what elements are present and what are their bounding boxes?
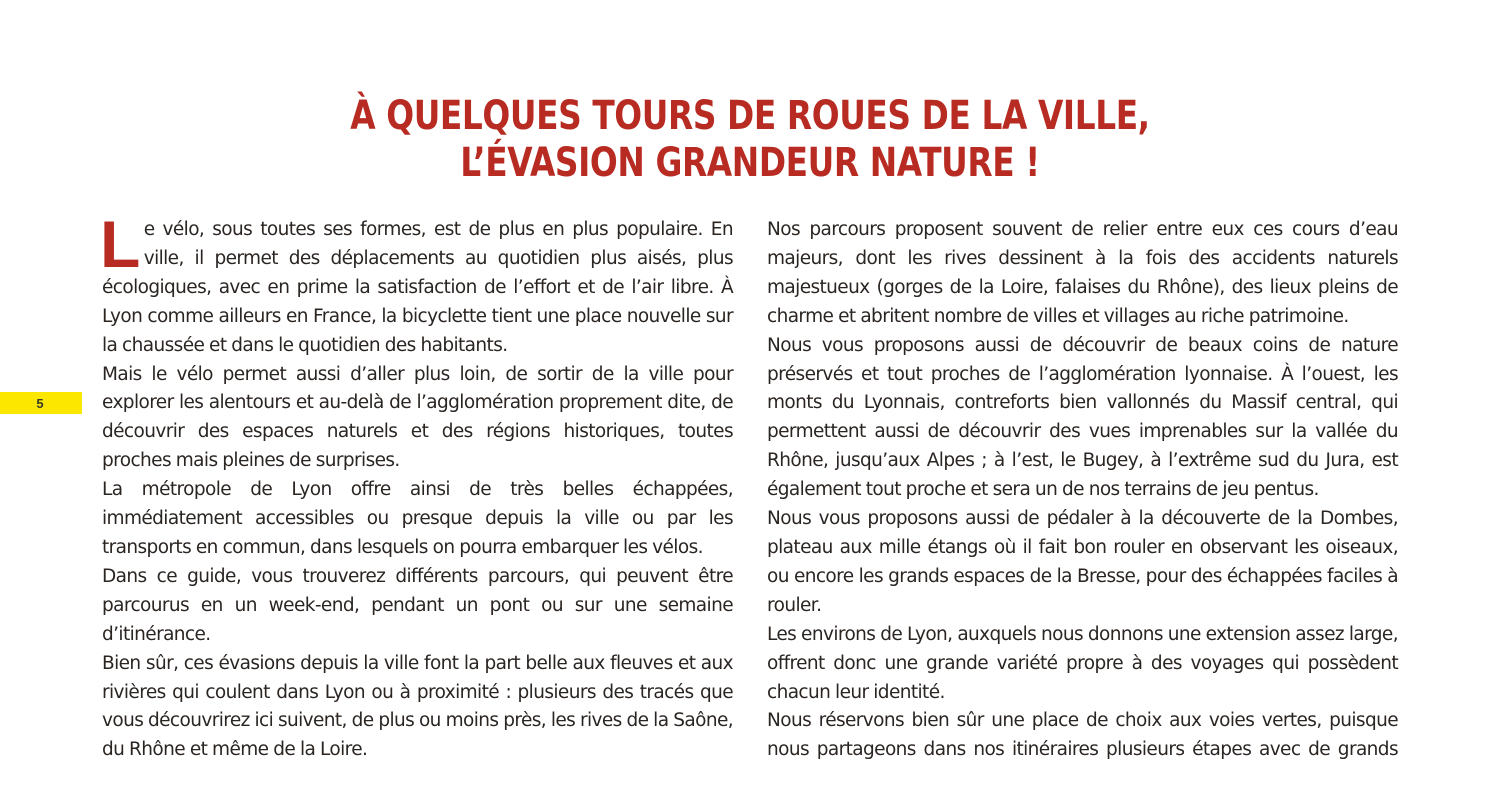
page-title bbox=[135, 93, 1365, 187]
page-number-tab bbox=[0, 392, 82, 414]
title-line-2: L’ÉVASION GRANDEUR NATURE ! bbox=[460, 139, 1040, 186]
drop-cap: L bbox=[100, 207, 140, 281]
right-column bbox=[767, 216, 1398, 765]
left-column bbox=[100, 207, 734, 765]
paragraph: Dans ce guide, vous trouverez différents parcours, qui peuvent être parcourus en un week-end, pendant un pont ou sur une semaine d’itinérance. bbox=[102, 565, 733, 645]
paragraph: Mais le vélo permet aussi d’aller plus loin, de sortir de la ville pour explorer les alentours et au-delà de l’agglomération proprement dite, de découvrir des espaces naturels et des régions historiques, toutes proches mais pleines de surprises. bbox=[102, 363, 733, 472]
paragraph: La métropole de Lyon offre ainsi de très belles échappées, immédiatement accessibles ou presque depuis la ville ou par les transports en commun, dans lesquels on pourra embarquer les vélos. bbox=[102, 479, 733, 558]
paragraph: Bien sûr, ces évasions depuis la ville font la part belle aux fleuves et aux rivières qui coulent dans Lyon ou à proximité : plusieurs des tracés que vous découvrirez ici suivent, de plus ou moins près, les rives de la Saône, du Rhône et même de la Loire. bbox=[102, 652, 734, 761]
paragraph: Nous réservons bien sûr une place de choix aux voies vertes, puisque nous partageons dans nos itinéraires plusieurs étapes avec de grands bbox=[767, 710, 1398, 761]
title-line-1: À QUELQUES TOURS DE ROUES DE LA VILLE, bbox=[350, 92, 1150, 139]
paragraph: Le vélo, sous toutes ses formes, est de plus en plus populaire. En ville, il permet des déplacements au quotidien plus aisés, plus écologiques, avec en prime la satisfaction de l’effort et de l’air libre. À Lyon comme ailleurs en France, la bicyclette tient une place nouvelle sur la chaussée et dans le quotidien des habitants. bbox=[100, 207, 733, 356]
page-number: 5 bbox=[36, 395, 44, 411]
paragraph: Nous vous proposons aussi de découvrir de beaux coins de nature préservés et tout proches de l’agglomération lyonnaise. À l’ouest, les monts du Lyonnais, contreforts bien vallonnés du Massif central, qui permettent aussi de découvrir des vues imprenables sur la vallée du Rhône, jusqu’aux Alpes ; à l’est, le Bugey, à l’extrême sud du Jura, est également tout proche et sera un de nos terrains de jeu pentus. bbox=[767, 334, 1398, 501]
paragraph: Nous vous proposons aussi de pédaler à la découverte de la Dombes, plateau aux mille étangs où il fait bon rouler en observant les oiseaux, ou encore les grands espaces de la Bresse, pour des échappées faciles à rouler. bbox=[767, 508, 1398, 616]
paragraph: Les environs de Lyon, auxquels nous donnons une extension assez large, offrent donc une grande variété propre à des voyages qui possèdent chacun leur identité. bbox=[767, 623, 1398, 703]
paragraph: Nos parcours proposent souvent de relier entre eux ces cours d’eau majeurs, dont les rives dessinent à la fois des accidents naturels majestueux (gorges de la Loire, falaises du Rhône), des lieux pleins de charme et abritent nombre de villes et villages au riche patrimoine. bbox=[767, 219, 1398, 327]
